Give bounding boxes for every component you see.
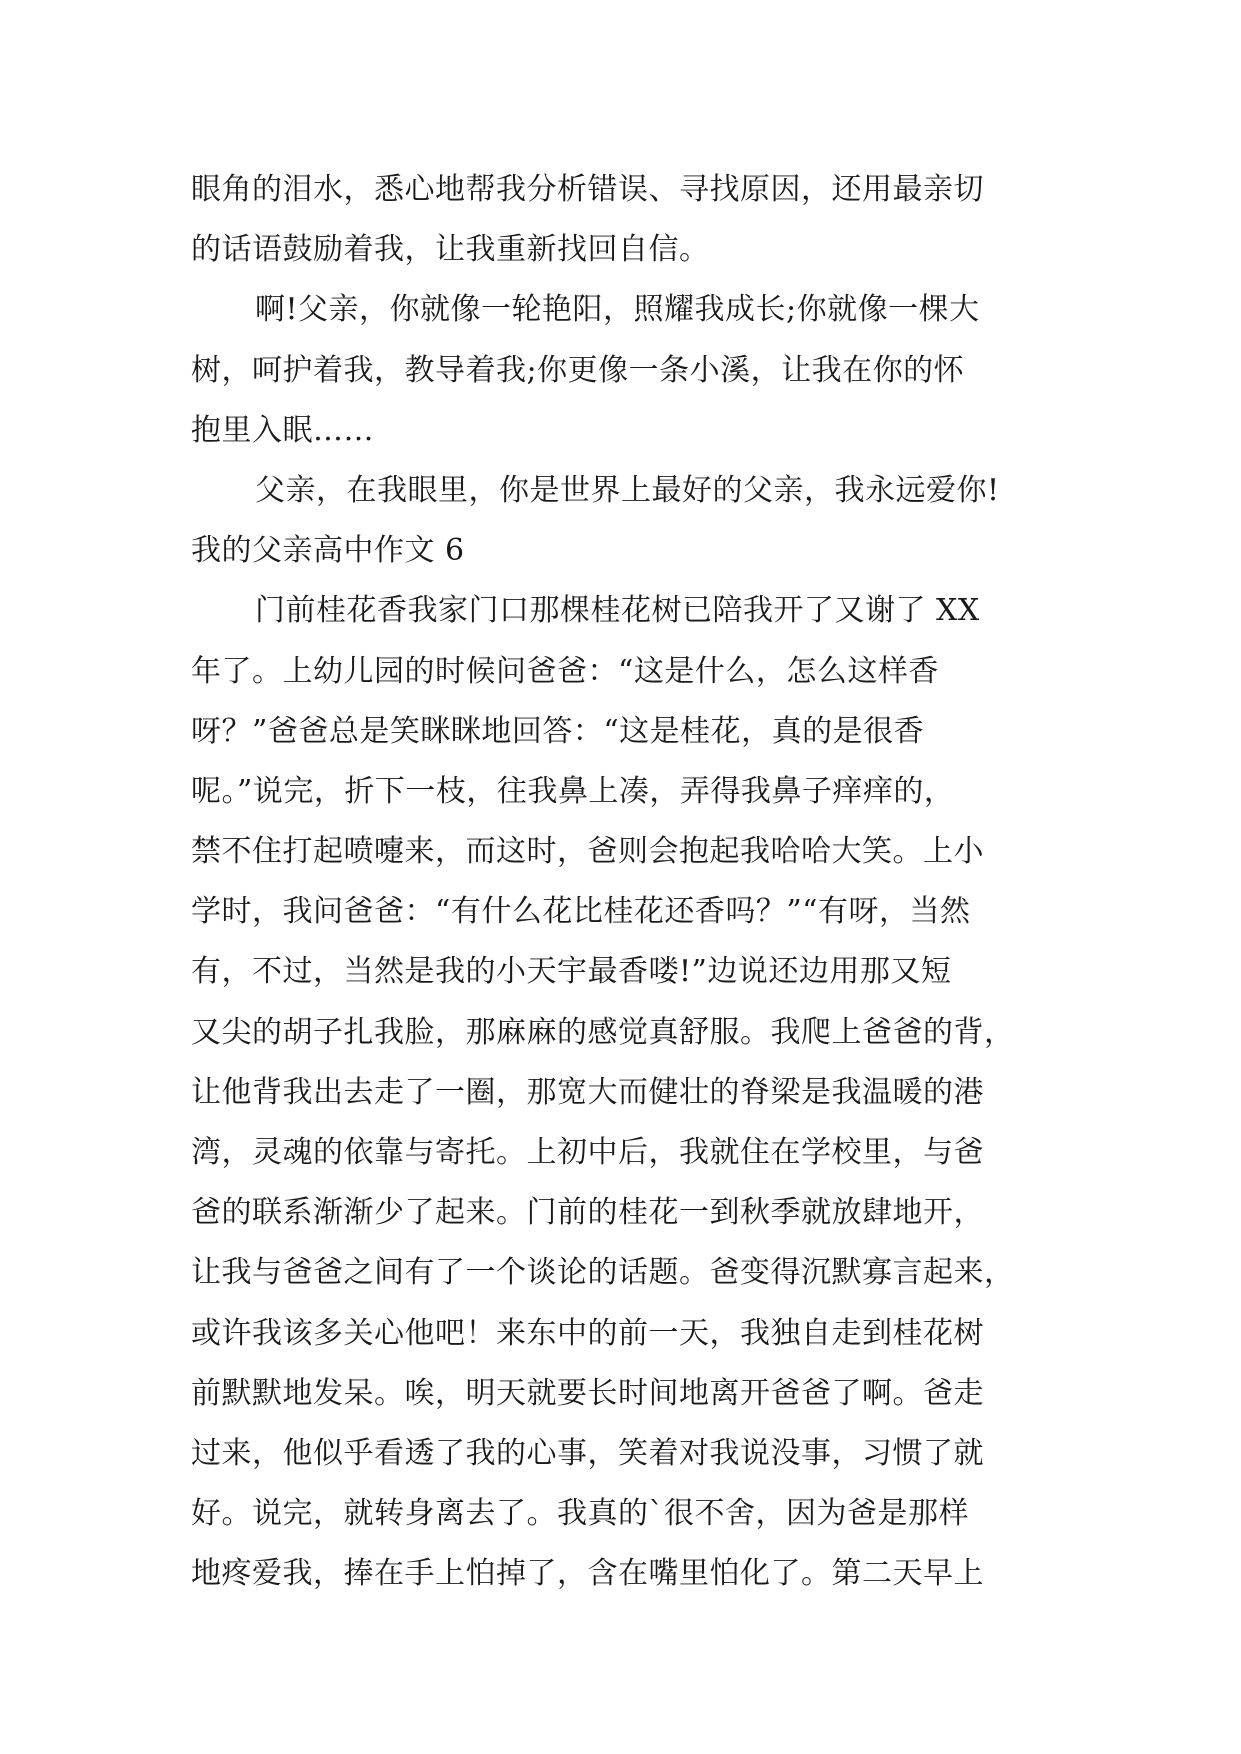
text-line: 前默默地发呆。唉，明天就要长时间地离开爸爸了啊。爸走	[191, 1375, 984, 1411]
text-line: 地疼爱我，捧在手上怕掉了，含在嘴里怕化了。第二天早上	[191, 1556, 984, 1592]
text-line: 又尖的胡子扎我脸，那麻麻的感觉真舒服。我爬上爸爸的背，	[191, 1014, 1015, 1050]
text-line: 眼角的泪水，悉心地帮我分析错误、寻找原因，还用最亲切	[191, 172, 984, 207]
text-line: 抱里入眠……	[191, 412, 374, 448]
document-body	[191, 160, 1051, 1605]
text-line: 让我与爸爸之间有了一个谈论的话题。爸变得沉默寡言起来，	[191, 1255, 1015, 1291]
text-line: 或许我该多关心他吧！来东中的前一天，我独自走到桂花树	[191, 1315, 984, 1351]
text-line: 爸的联系渐渐少了起来。门前的桂花一到秋季就放肆地开，	[191, 1195, 984, 1231]
text-line: 禁不住打起喷嚏来，而这时，爸则会抱起我哈哈大笑。上小	[191, 834, 984, 870]
text-line: 好。说完，就转身离去了。我真的`很不舍，因为爸是那样	[191, 1496, 969, 1532]
text-line: 过来，他似乎看透了我的心事，笑着对我说没事，习惯了就	[191, 1435, 984, 1471]
text-line: 父亲，在我眼里，你是世界上最好的父亲，我永远爱你!	[255, 472, 1000, 508]
text-line: 呢。”说完，折下一枝，往我鼻上凑，弄得我鼻子痒痒的，	[191, 773, 955, 809]
text-line: 树，呵护着我，教导着我;你更像一条小溪，让我在你的怀	[191, 352, 965, 388]
section-heading: 我的父亲高中作文 6	[191, 533, 465, 569]
text-line: 让他背我出去走了一圈，那宽大而健壮的脊梁是我温暖的港	[191, 1074, 984, 1110]
text-line: 呀？”爸爸总是笑眯眯地回答：“这是桂花，真的是很香	[191, 713, 925, 749]
text-line: 学时，我问爸爸：“有什么花比桂花还香吗？”“有呀，当然	[191, 894, 971, 930]
text-line: 门前桂花香我家门口那棵桂花树已陪我开了又谢了 XX	[255, 593, 980, 629]
text-line: 年了。上幼儿园的时候问爸爸：“这是什么，怎么这样香	[191, 653, 939, 689]
text-line: 啊!父亲，你就像一轮艳阳，照耀我成长;你就像一棵大	[255, 292, 980, 328]
text-line: 有，不过，当然是我的小天宇最香喽!”边说还边用那又短	[191, 954, 952, 990]
text-line: 的话语鼓励着我，让我重新找回自信。	[191, 232, 710, 268]
text-line: 湾，灵魂的依靠与寄托。上初中后，我就住在学校里，与爸	[191, 1135, 984, 1170]
